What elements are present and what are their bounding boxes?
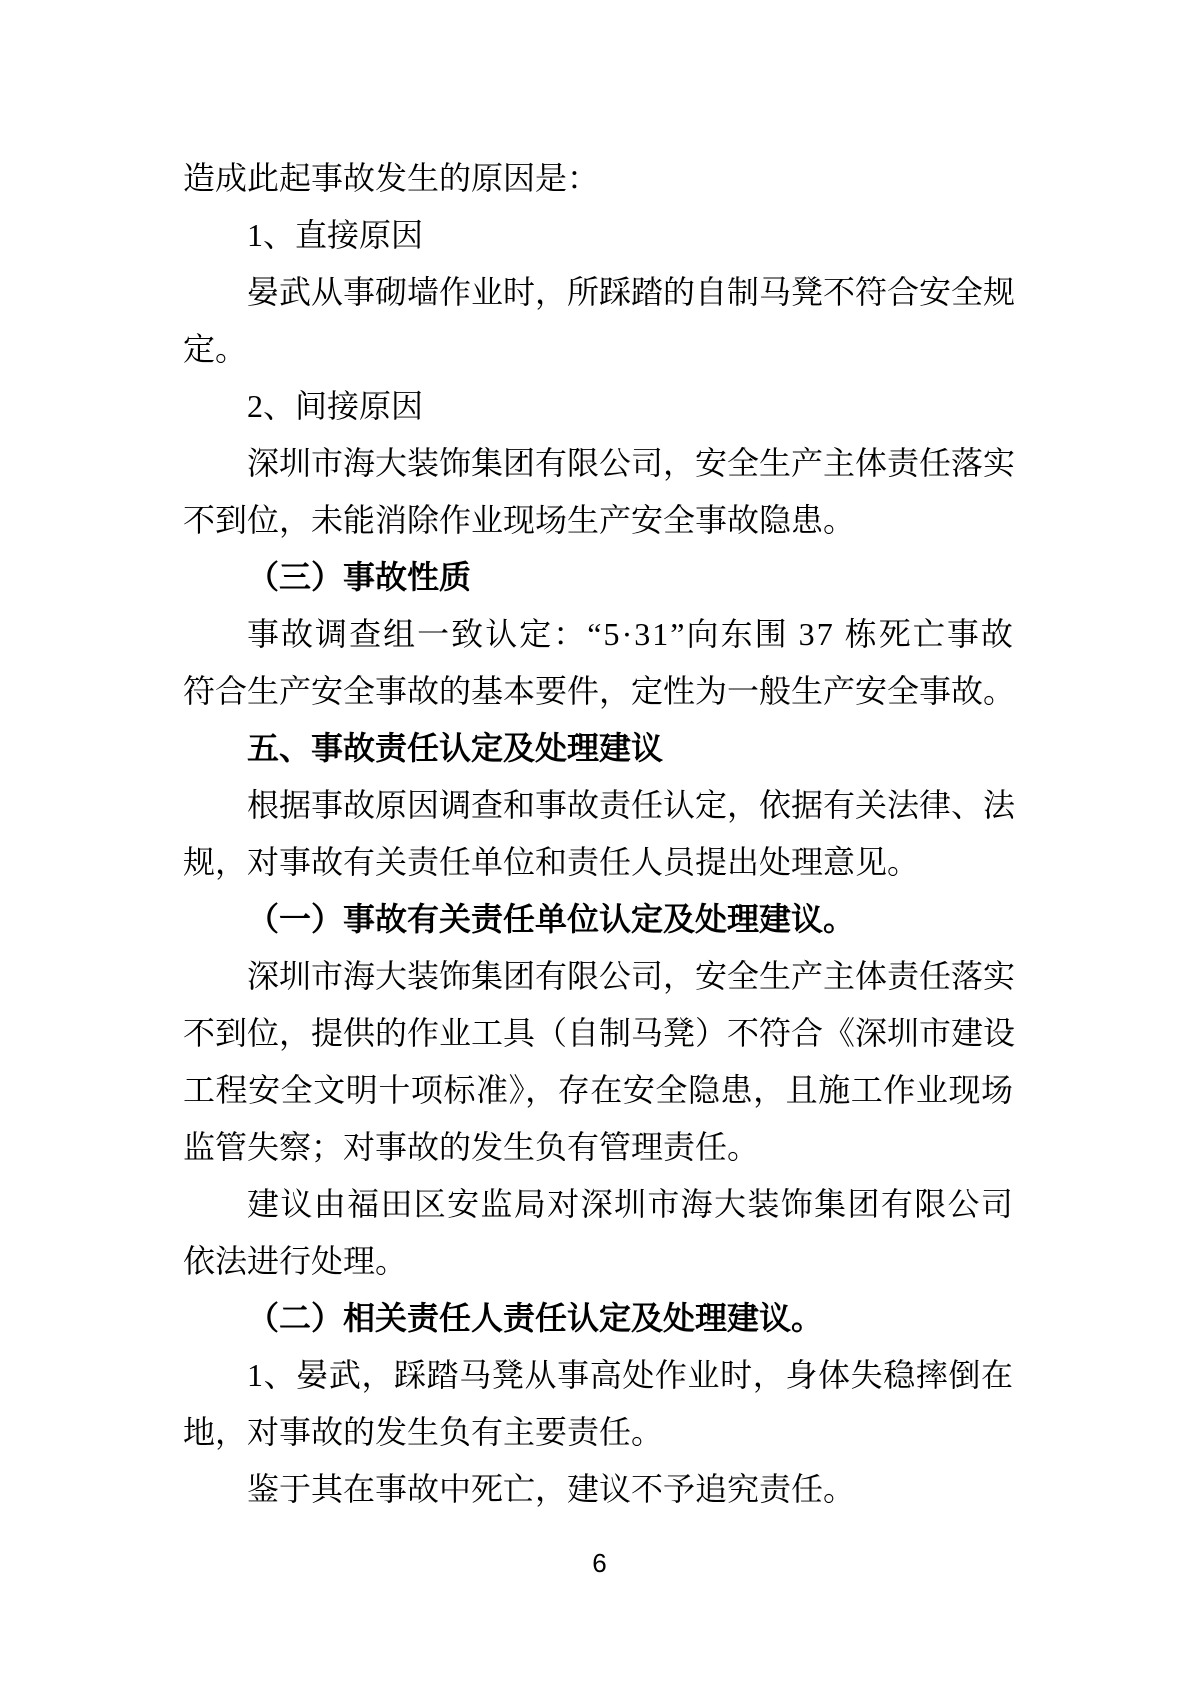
line-text: 晏武从事砌墙作业时，所踩踏的自制马凳不符合安全规: [247, 274, 1016, 310]
line-text: 1、晏武，踩踏马凳从事高处作业时，身体失稳摔倒在: [247, 1357, 1014, 1393]
text-line: [183, 1062, 1013, 1119]
heading-line: [183, 720, 1013, 777]
heading-line: [183, 1290, 1013, 1347]
line-text: 深圳市海大装饰集团有限公司，安全生产主体责任落实: [247, 445, 1016, 481]
text-line: [183, 207, 1013, 264]
text-line: [183, 1005, 1016, 1062]
page-number: 6: [592, 1548, 607, 1578]
text-line: [183, 1176, 1013, 1233]
text-line: [183, 378, 1013, 435]
text-line: [183, 777, 1016, 834]
line-text: 造成此起事故发生的原因是：: [183, 160, 600, 196]
text-line: [183, 492, 1013, 549]
line-text: 不到位，未能消除作业现场生产安全事故隐患。: [183, 502, 856, 538]
line-text: （二）相关责任人责任认定及处理建议。: [247, 1300, 824, 1336]
line-text: （一）事故有关责任单位认定及处理建议。: [247, 901, 856, 937]
text-line: [183, 150, 1013, 207]
line-text: 依法进行处理。: [183, 1243, 408, 1279]
line-text: 工程安全文明十项标准》，存在安全隐患，且施工作业现场: [183, 1072, 1014, 1108]
text-line: [183, 663, 1016, 720]
text-line: [183, 1233, 1013, 1290]
line-text: 监管失察；对事故的发生负有管理责任。: [183, 1129, 760, 1165]
line-text: （三）事故性质: [247, 559, 472, 595]
text-line: [183, 321, 1013, 378]
document-body: [183, 150, 1016, 1518]
line-text: 规，对事故有关责任单位和责任人员提出处理意见。: [183, 844, 920, 880]
text-line: [183, 606, 1013, 663]
heading-line: [183, 549, 1013, 606]
text-line: [183, 1461, 1013, 1518]
text-line: [183, 834, 1013, 891]
heading-line: [183, 891, 1013, 948]
line-text: 定。: [183, 331, 248, 367]
line-text: 2、间接原因: [247, 388, 424, 424]
line-text: 鉴于其在事故中死亡，建议不予追究责任。: [247, 1471, 856, 1507]
line-text: 五、事故责任认定及处理建议: [247, 730, 664, 766]
text-line: [183, 1347, 1013, 1404]
text-line: [183, 435, 1016, 492]
text-line: [183, 1404, 1013, 1461]
line-text: 深圳市海大装饰集团有限公司，安全生产主体责任落实: [247, 958, 1016, 994]
line-text: 根据事故原因调查和事故责任认定，依据有关法律、法: [247, 787, 1016, 823]
line-text: 符合生产安全事故的基本要件，定性为一般生产安全事故。: [183, 673, 1016, 709]
text-line: [183, 1119, 1013, 1176]
text-line: [183, 264, 1016, 321]
line-text: 建议由福田区安监局对深圳市海大装饰集团有限公司: [247, 1186, 1015, 1222]
line-text: 不到位，提供的作业工具（自制马凳）不符合《深圳市建设: [183, 1015, 1016, 1051]
line-text: 事故调查组一致认定：“5·31”向东围 37 栋死亡事故: [247, 616, 1015, 652]
line-text: 地，对事故的发生负有主要责任。: [183, 1414, 664, 1450]
text-line: [183, 948, 1016, 1005]
line-text: 1、直接原因: [247, 217, 424, 253]
